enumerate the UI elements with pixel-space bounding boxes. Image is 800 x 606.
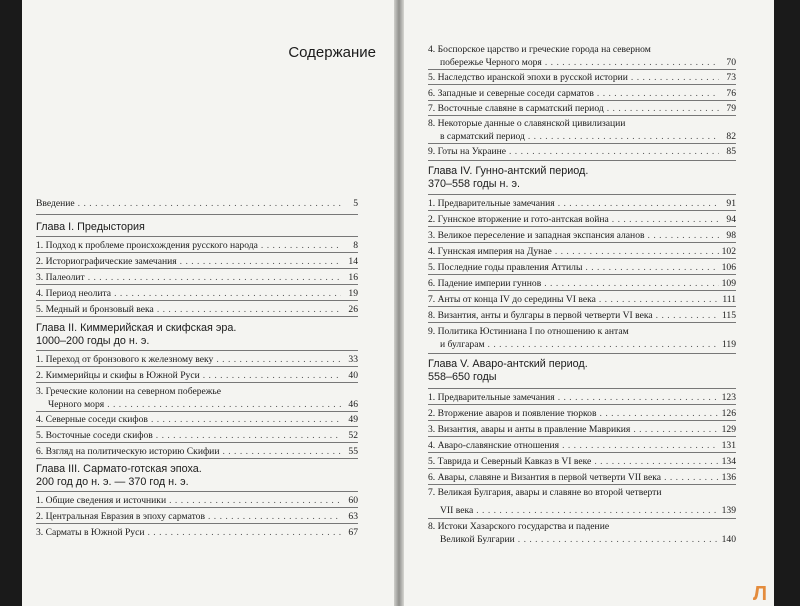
toc-entry[interactable] [36,430,358,442]
toc-entry[interactable] [428,392,736,404]
toc-entry[interactable] [36,354,358,366]
leader-dots [545,57,719,69]
entry-page: 115 [721,310,736,321]
leader-dots [528,131,719,143]
entry-title: 3. Великое переселение и западная экспансия аланов [428,230,645,241]
toc-entry[interactable] [36,414,358,426]
chapter-4-heading-line2: 370–558 годы н. э. [428,178,521,190]
entry-page: 70 [726,57,736,68]
entry-title: 3. Греческие колонии на северном побережье [36,386,222,397]
entry-page: 60 [348,495,358,506]
entry-title: 2. Центральная Евразия в эпоху сарматов [36,511,205,522]
leader-dots [476,505,718,517]
entry-title-continued: Черного моря [48,399,105,410]
divider [36,507,358,508]
chapter-1-heading: Глава I. Предыстория [36,221,145,233]
divider [428,404,736,405]
entry-page: 94 [726,214,736,225]
chapter-4-heading-line1: Глава IV. Гунно-антский период. [428,165,589,177]
toc-entry[interactable] [36,240,358,252]
entry-title: 6. Авары, славяне и Византия в первой четверти VII века [428,472,662,483]
entry-title: 2. Историографические замечания [36,256,177,267]
divider [428,484,736,485]
toc-entry[interactable] [428,88,736,100]
leader-dots [558,392,719,404]
leader-dots [509,146,719,158]
toc-entry[interactable] [440,131,736,143]
entry-title: 1. Переход от бронзового к железному веку [36,354,214,365]
entry-title: 6. Падение империи гуннов [428,278,542,289]
entry-page: 109 [721,278,736,289]
leader-dots [664,472,719,484]
toc-entry[interactable] [36,370,358,382]
toc-entry[interactable] [428,262,736,274]
entry-title: 5. Восточные соседи скифов [36,430,153,441]
chapter-3-heading-line2: 200 год до н. э. — 370 год н. э. [36,476,189,488]
entry-page: 55 [348,446,358,457]
leader-dots [597,88,719,100]
divider [428,274,736,275]
entry-page: 79 [726,103,736,114]
toc-entry[interactable] [428,198,736,210]
entry-title: 2. Киммерийцы и скифы в Южной Руси [36,370,200,381]
entry-page: 131 [721,440,736,451]
entry-title: 4. Аваро-славянские отношения [428,440,560,451]
divider [36,458,358,459]
entry-title: 4. Боспорское царство и греческие города на северном [428,44,651,55]
toc-entry[interactable] [428,278,736,290]
entry-page: 76 [726,88,736,99]
divider [36,366,358,367]
divider [428,160,736,161]
entry-page: 139 [721,505,736,516]
entry-title-continued: побережье Черного моря [440,57,542,68]
entry-page: 33 [348,354,358,365]
entry-page: 136 [721,472,736,483]
toc-entry[interactable] [36,288,358,300]
watermark-logo: Л [752,583,768,605]
leader-dots [78,198,341,210]
entry-title: 5. Последние годы правления Аттилы [428,262,583,273]
divider [36,426,358,427]
divider [428,518,736,519]
divider [36,491,358,492]
toc-entry[interactable] [428,72,736,84]
toc-entry[interactable] [428,472,736,484]
leader-dots [607,103,719,115]
toc-entry[interactable] [36,527,358,539]
leader-dots [558,198,719,210]
chapter-2-heading-line2: 1000–200 годы до н. э. [36,335,150,347]
leader-dots [222,446,341,458]
entry-title: Введение [36,198,75,209]
entry-title: 3. Византия, авары и анты в правление Маврикия [428,424,631,435]
divider [428,226,736,227]
toc-entry[interactable] [428,246,736,258]
toc-entry-intro[interactable] [36,198,358,210]
left-page [22,0,394,606]
entry-title: 1. Предварительные замечания [428,198,555,209]
entry-page: 129 [721,424,736,435]
leader-dots [599,294,719,306]
toc-entry[interactable] [428,103,736,115]
leader-dots [518,534,719,546]
divider [428,388,736,389]
entry-page: 102 [721,246,736,257]
leader-dots [488,339,719,351]
leader-dots [114,288,341,300]
entry-page: 5 [353,198,358,209]
entry-page: 73 [726,72,736,83]
divider [428,258,736,259]
toc-entry[interactable] [440,57,736,69]
toc-entry[interactable] [428,456,736,468]
toc-entry[interactable] [428,294,736,306]
entry-page: 140 [721,534,736,545]
leader-dots [555,246,719,258]
leader-dots [157,304,341,316]
leader-dots [147,527,341,539]
entry-page: 52 [348,430,358,441]
leader-dots [600,408,719,420]
right-page [404,0,774,606]
entry-title: 3. Сарматы в Южной Руси [36,527,145,538]
entry-title: 4. Период неолита [36,288,112,299]
toc-entry[interactable] [440,534,736,546]
chapter-3-heading-line1: Глава III. Сармато-готская эпоха. [36,463,202,475]
entry-page: 111 [722,294,736,305]
divider [36,300,358,301]
divider [428,452,736,453]
entry-title: 8. Византия, анты и булгары в первой четверти VI века [428,310,653,321]
divider [36,350,358,351]
divider [36,442,358,443]
leader-dots [656,310,719,322]
leader-dots [562,440,719,452]
toc-entry[interactable] [36,304,358,316]
divider [428,468,736,469]
divider [36,284,358,285]
chapter-5-heading-line1: Глава V. Аваро-антский период. [428,358,588,370]
entry-title: 3. Палеолит [36,272,85,283]
chapter-2-heading-line1: Глава II. Киммерийская и скифская эра. [36,322,237,334]
entry-title: 4. Гуннская империя на Дунае [428,246,552,257]
entry-title: 6. Взгляд на политическую историю Скифии [36,446,220,457]
book-gutter [394,0,404,606]
entry-title-continued: в сарматский период [440,131,525,142]
entry-title: 8. Некоторые данные о славянской цивилизации [428,118,626,129]
leader-dots [631,72,719,84]
entry-page: 14 [348,256,358,267]
entry-page: 119 [721,339,736,350]
entry-page: 85 [726,146,736,157]
toc-entry[interactable] [428,310,736,322]
entry-page: 67 [348,527,358,538]
entry-title: 7. Анты от конца IV до середины VI века [428,294,596,305]
entry-page: 126 [721,408,736,419]
divider [428,100,736,101]
leader-dots [648,230,719,242]
leader-dots [169,495,341,507]
entry-page: 19 [348,288,358,299]
leader-dots [107,399,341,411]
entry-page: 134 [721,456,736,467]
divider [428,143,736,144]
toc-entry[interactable] [440,339,736,351]
toc-entry[interactable] [440,505,736,517]
leader-dots [585,262,718,274]
toc-entry[interactable] [428,214,736,226]
toc-entry[interactable] [428,440,736,452]
leader-dots [216,354,341,366]
divider [428,69,736,70]
entry-title: 4. Северные соседи скифов [36,414,148,425]
entry-title: 2. Вторжение аваров и появление тюрков [428,408,597,419]
leader-dots [261,240,341,252]
leader-dots [203,370,341,382]
leader-dots [180,256,341,268]
leader-dots [156,430,341,442]
divider [36,252,358,253]
leader-dots [612,214,719,226]
toc-entry[interactable] [36,256,358,268]
entry-title: 7. Восточные славяне в сарматский период [428,103,604,114]
toc-entry[interactable] [428,424,736,436]
toc-entry[interactable] [36,495,358,507]
entry-page: 49 [348,414,358,425]
entry-title: 1. Общие сведения и источники [36,495,167,506]
entry-title: 5. Медный и бронзовый века [36,304,154,315]
divider [428,306,736,307]
divider [36,214,358,215]
divider [36,236,358,237]
entry-page: 40 [348,370,358,381]
toc-entry[interactable] [428,408,736,420]
entry-title: 9. Политика Юстиниана I по отношению к антам [428,326,629,337]
divider [36,382,358,383]
leader-dots [633,424,718,436]
entry-title: 7. Великая Булгария, авары и славяне во второй четверти [428,487,662,498]
entry-page: 16 [348,272,358,283]
entry-page: 91 [726,198,736,209]
toc-entry[interactable] [36,446,358,458]
entry-title: 1. Предварительные замечания [428,392,555,403]
divider [428,115,736,116]
divider [428,420,736,421]
divider [428,210,736,211]
toc-entry[interactable] [428,146,736,158]
entry-page: 8 [353,240,358,251]
entry-title-continued: Великой Булгарии [440,534,515,545]
divider [36,268,358,269]
divider [428,322,736,323]
chapter-5-heading-line2: 558–650 годы [428,371,497,383]
divider [36,523,358,524]
entry-page: 82 [726,131,736,142]
toc-title: Содержание [288,44,376,61]
entry-page: 98 [726,230,736,241]
entry-page: 63 [348,511,358,522]
entry-page: 106 [721,262,736,273]
entry-title-continued: и булгарам [440,339,485,350]
leader-dots [208,511,341,523]
entry-title: 5. Наследство иранской эпохи в русской истории [428,72,628,83]
entry-title: 9. Готы на Украине [428,146,506,157]
leader-dots [544,278,718,290]
toc-entry[interactable] [36,272,358,284]
entry-page: 26 [348,304,358,315]
divider [428,84,736,85]
toc-entry[interactable] [428,230,736,242]
leader-dots [594,456,718,468]
divider [428,353,736,354]
divider [428,194,736,195]
entry-title: 8. Истоки Хазарского государства и падение [428,521,610,532]
entry-title-continued: VII века [440,505,474,516]
entry-page: 46 [348,399,358,410]
divider [428,242,736,243]
entry-title: 1. Подход к проблеме происхождения русского народа [36,240,258,251]
entry-page: 123 [721,392,736,403]
toc-entry[interactable] [48,399,358,411]
divider [36,316,358,317]
leader-dots [88,272,341,284]
entry-title: 6. Западные и северные соседи сарматов [428,88,594,99]
divider [428,290,736,291]
entry-title: 2. Гуннское вторжение и гото-антская война [428,214,609,225]
leader-dots [151,414,341,426]
divider [36,411,358,412]
toc-entry[interactable] [36,511,358,523]
entry-title: 5. Таврида и Северный Кавказ в VI веке [428,456,592,467]
divider [428,436,736,437]
